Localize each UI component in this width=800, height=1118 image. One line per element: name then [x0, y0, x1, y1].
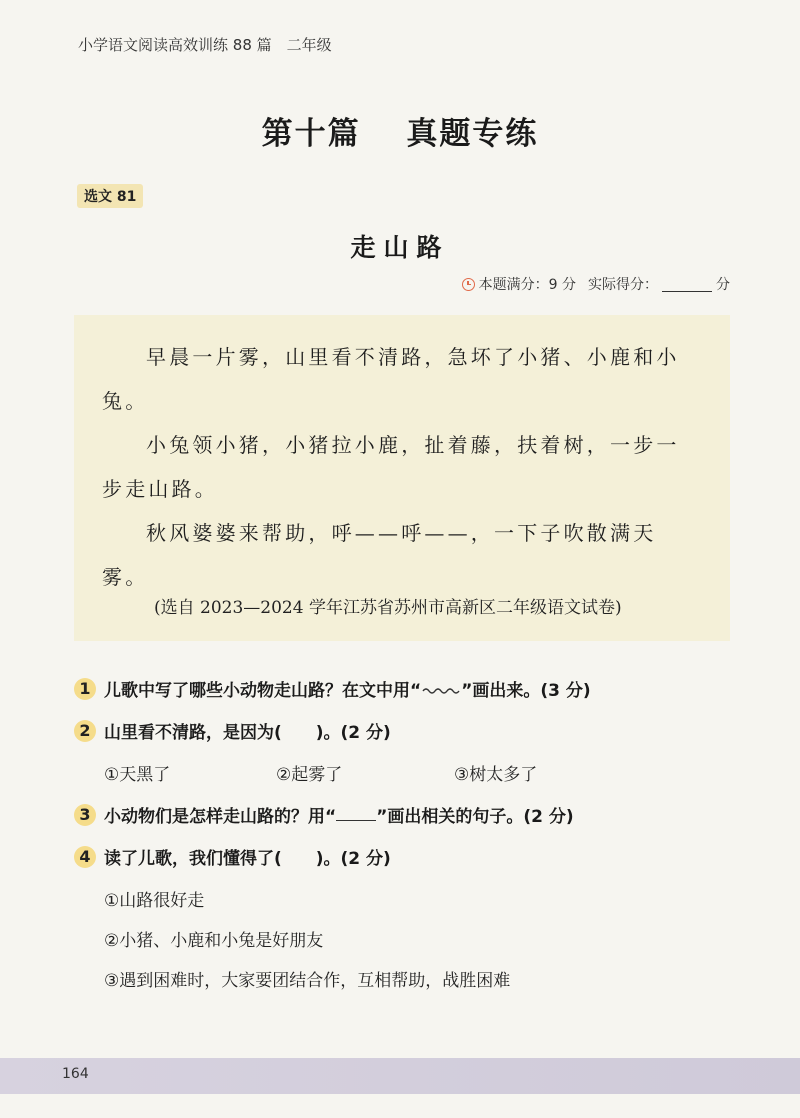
actual-score-label: 实际得分：	[588, 277, 658, 293]
story-title: 走山路	[350, 233, 450, 262]
question-1	[74, 676, 591, 701]
option-item[interactable]: ③遇到困难时，大家要团结合作，互相帮助，战胜困难	[104, 971, 511, 991]
question-text: ”画出相关的句子。(2 分)	[376, 807, 574, 827]
question-text: 山里看不清路，是因为( )。(2 分)	[104, 723, 391, 743]
passage-source: (选自 2023—2024 学年江苏省苏州市高新区二年级语文试卷)	[154, 598, 622, 618]
score-unit: 分	[716, 277, 730, 293]
question-number-badge: 4	[74, 846, 96, 868]
score-line	[462, 274, 730, 294]
passage-paragraph: 小兔领小猪，小猪拉小鹿，扯着藤，扶着树，一步一步走山路。	[102, 433, 680, 501]
option-item[interactable]: ③树太多了	[454, 765, 538, 785]
selection-tag: 选文 81	[77, 184, 143, 208]
question-4	[74, 844, 391, 869]
question-text: 小动物们是怎样走山路的？用“	[104, 807, 337, 827]
book-title: 小学语文阅读高效训练 88 篇 二年级	[78, 36, 332, 54]
question-number-badge: 3	[74, 804, 96, 826]
option-item[interactable]: ①山路很好走	[104, 891, 205, 911]
full-score-label: 本题满分：9 分	[478, 277, 576, 293]
clock-icon	[462, 278, 475, 291]
passage-paragraph: 早晨一片雾，山里看不清路，急坏了小猪、小鹿和小兔。	[102, 345, 680, 413]
question-3	[74, 802, 574, 827]
question-text: ”画出来。(3 分)	[461, 681, 591, 701]
option-item[interactable]: ①天黑了	[104, 765, 171, 785]
score-blank[interactable]	[662, 277, 712, 292]
question-number-badge: 1	[74, 678, 96, 700]
footer-band	[0, 1058, 800, 1094]
wavy-underline-icon	[421, 682, 461, 696]
passage-paragraph: 秋风婆婆来帮助，呼——呼——，一下子吹散满天雾。	[102, 521, 657, 589]
question-2	[74, 718, 391, 743]
question-text: 读了儿歌，我们懂得了( )。(2 分)	[104, 849, 391, 869]
straight-underline-icon	[336, 808, 376, 821]
page-number: 164	[62, 1066, 89, 1082]
passage-box	[74, 315, 730, 641]
question-text: 儿歌中写了哪些小动物走山路？在文中用“	[104, 681, 422, 701]
section-title: 第十篇 真题专练	[261, 116, 539, 152]
question-number-badge: 2	[74, 720, 96, 742]
option-item[interactable]: ②小猪、小鹿和小兔是好朋友	[104, 931, 324, 951]
option-item[interactable]: ②起雾了	[276, 765, 343, 785]
